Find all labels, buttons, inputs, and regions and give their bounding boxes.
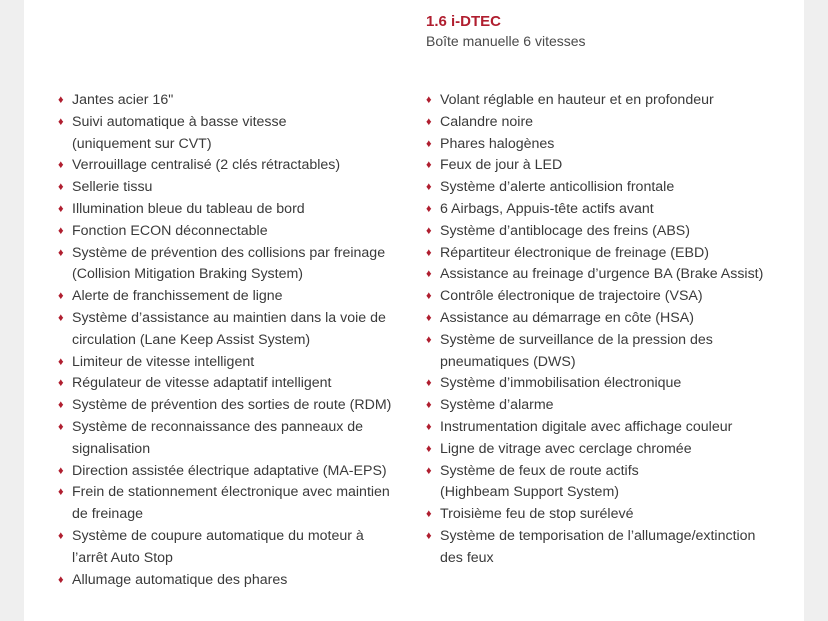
feature-item xyxy=(424,504,794,526)
diamond-bullet-icon: ♦ xyxy=(426,333,432,346)
diamond-bullet-icon: ♦ xyxy=(426,442,432,455)
feature-text: Verrouillage centralisé (2 clés rétractables) xyxy=(72,157,341,174)
feature-text: Système d’alerte anticollision frontale xyxy=(440,179,675,196)
diamond-bullet-icon: ♦ xyxy=(426,159,432,172)
diamond-bullet-icon: ♦ xyxy=(58,311,64,324)
feature-text: Système de temporisation de l’allumage/extinction des feux xyxy=(440,527,756,566)
feature-text: Feux de jour à LED xyxy=(440,157,563,174)
feature-text: Assistance au freinage d’urgence BA (Brake Assist) xyxy=(440,266,764,283)
feature-text: Ligne de vitrage avec cerclage chromée xyxy=(440,440,692,457)
feature-text: Calandre noire xyxy=(440,113,534,130)
feature-item xyxy=(424,90,794,112)
diamond-bullet-icon: ♦ xyxy=(426,508,432,521)
diamond-bullet-icon: ♦ xyxy=(58,290,64,303)
diamond-bullet-icon: ♦ xyxy=(426,290,432,303)
diamond-bullet-icon: ♦ xyxy=(58,420,64,433)
diamond-bullet-icon: ♦ xyxy=(58,202,64,215)
feature-item xyxy=(56,570,416,592)
engine-title: 1.6 i-DTEC xyxy=(426,13,502,30)
feature-text: Sellerie tissu xyxy=(72,179,153,196)
feature-item xyxy=(56,482,416,526)
feature-item xyxy=(424,308,794,330)
feature-item xyxy=(424,221,794,243)
feature-text: Système d’antiblocage des freins (ABS) xyxy=(440,222,690,239)
feature-text: Allumage automatique des phares xyxy=(72,571,288,588)
feature-item xyxy=(56,526,416,570)
diamond-bullet-icon: ♦ xyxy=(58,94,64,106)
feature-item xyxy=(56,243,416,287)
feature-text: Alerte de franchissement de ligne xyxy=(72,288,283,305)
diamond-bullet-icon: ♦ xyxy=(426,529,432,542)
feature-text: Répartiteur électronique de freinage (EBD) xyxy=(440,244,709,261)
feature-text: Système d’alarme xyxy=(440,397,554,414)
feature-text: Illumination bleue du tableau de bord xyxy=(72,200,305,217)
diamond-bullet-icon: ♦ xyxy=(58,486,64,499)
left-feature-list xyxy=(56,90,416,591)
feature-text: 6 Airbags, Appuis-tête actifs avant xyxy=(440,200,654,217)
diamond-bullet-icon: ♦ xyxy=(426,399,432,412)
feature-item xyxy=(56,221,416,243)
feature-text: Système de coupure automatique du moteur à l’arrêt Auto Stop xyxy=(72,527,364,566)
transmission-subtitle: Boîte manuelle 6 vitesses xyxy=(426,33,586,49)
diamond-bullet-icon: ♦ xyxy=(426,420,432,433)
diamond-bullet-icon: ♦ xyxy=(426,115,432,128)
feature-text: Système de reconnaissance des panneaux de signalisation xyxy=(72,418,364,457)
diamond-bullet-icon: ♦ xyxy=(426,377,432,390)
diamond-bullet-icon: ♦ xyxy=(426,246,432,259)
feature-item xyxy=(424,134,794,156)
feature-item xyxy=(424,199,794,221)
feature-text: Système de prévention des sorties de route (RDM) xyxy=(72,397,392,414)
feature-item xyxy=(424,286,794,308)
feature-text: Système de prévention des collisions par freinage (Collision Mitigation Braking System) xyxy=(72,244,386,283)
diamond-bullet-icon: ♦ xyxy=(58,355,64,368)
feature-text: Régulateur de vitesse adaptatif intelligent xyxy=(72,375,332,392)
feature-text: Suivi automatique à basse vitesse (uniquement sur CVT) xyxy=(72,113,287,152)
feature-text: Système d’assistance au maintien dans la voie de circulation (Lane Keep Assist System) xyxy=(72,309,386,348)
document-page xyxy=(24,0,804,621)
diamond-bullet-icon: ♦ xyxy=(426,224,432,237)
diamond-bullet-icon: ♦ xyxy=(58,159,64,172)
feature-item xyxy=(424,264,794,286)
diamond-bullet-icon: ♦ xyxy=(426,181,432,194)
diamond-bullet-icon: ♦ xyxy=(426,94,432,106)
diamond-bullet-icon: ♦ xyxy=(426,464,432,477)
feature-text: Direction assistée électrique adaptative (MA-EPS) xyxy=(72,462,387,479)
diamond-bullet-icon: ♦ xyxy=(58,377,64,390)
feature-item xyxy=(424,395,794,417)
diamond-bullet-icon: ♦ xyxy=(58,181,64,194)
diamond-bullet-icon: ♦ xyxy=(58,573,64,586)
diamond-bullet-icon: ♦ xyxy=(58,246,64,259)
feature-item xyxy=(56,155,416,177)
diamond-bullet-icon: ♦ xyxy=(426,311,432,324)
feature-text: Limiteur de vitesse intelligent xyxy=(72,353,255,370)
diamond-bullet-icon: ♦ xyxy=(58,529,64,542)
feature-item xyxy=(424,177,794,199)
feature-text: Jantes acier 16" xyxy=(72,92,174,108)
feature-item xyxy=(56,308,416,352)
feature-text: Système d’immobilisation électronique xyxy=(440,375,682,392)
feature-item xyxy=(56,177,416,199)
feature-text: Troisième feu de stop surélevé xyxy=(440,506,634,523)
feature-text: Volant réglable en hauteur et en profondeur xyxy=(440,92,714,108)
feature-item xyxy=(56,90,416,112)
right-feature-list xyxy=(424,90,794,570)
feature-text: Contrôle électronique de trajectoire (VSA) xyxy=(440,288,703,305)
diamond-bullet-icon: ♦ xyxy=(426,137,432,150)
feature-item xyxy=(56,373,416,395)
feature-item xyxy=(56,112,416,156)
feature-item xyxy=(424,417,794,439)
diamond-bullet-icon: ♦ xyxy=(58,224,64,237)
feature-item xyxy=(424,330,794,374)
diamond-bullet-icon: ♦ xyxy=(58,115,64,128)
feature-text: Instrumentation digitale avec affichage couleur xyxy=(440,418,733,435)
feature-item xyxy=(56,461,416,483)
diamond-bullet-icon: ♦ xyxy=(58,399,64,412)
spec-header xyxy=(426,12,586,50)
feature-text: Assistance au démarrage en côte (HSA) xyxy=(440,309,694,326)
feature-item xyxy=(56,286,416,308)
feature-text: Phares halogènes xyxy=(440,135,555,152)
feature-item xyxy=(424,373,794,395)
diamond-bullet-icon: ♦ xyxy=(426,268,432,281)
feature-text: Fonction ECON déconnectable xyxy=(72,222,268,239)
feature-item xyxy=(424,155,794,177)
feature-item xyxy=(56,352,416,374)
feature-item xyxy=(424,461,794,505)
diamond-bullet-icon: ♦ xyxy=(58,464,64,477)
feature-item xyxy=(424,243,794,265)
feature-item xyxy=(424,112,794,134)
feature-text: Frein de stationnement électronique avec maintien de freinage xyxy=(72,484,390,523)
feature-item xyxy=(424,526,794,570)
feature-text: Système de feux de route actifs (Highbeam Support System) xyxy=(440,462,639,501)
feature-text: Système de surveillance de la pression des pneumatiques (DWS) xyxy=(440,331,713,370)
feature-item xyxy=(56,199,416,221)
feature-item xyxy=(56,395,416,417)
diamond-bullet-icon: ♦ xyxy=(426,202,432,215)
feature-item xyxy=(56,417,416,461)
feature-item xyxy=(424,439,794,461)
